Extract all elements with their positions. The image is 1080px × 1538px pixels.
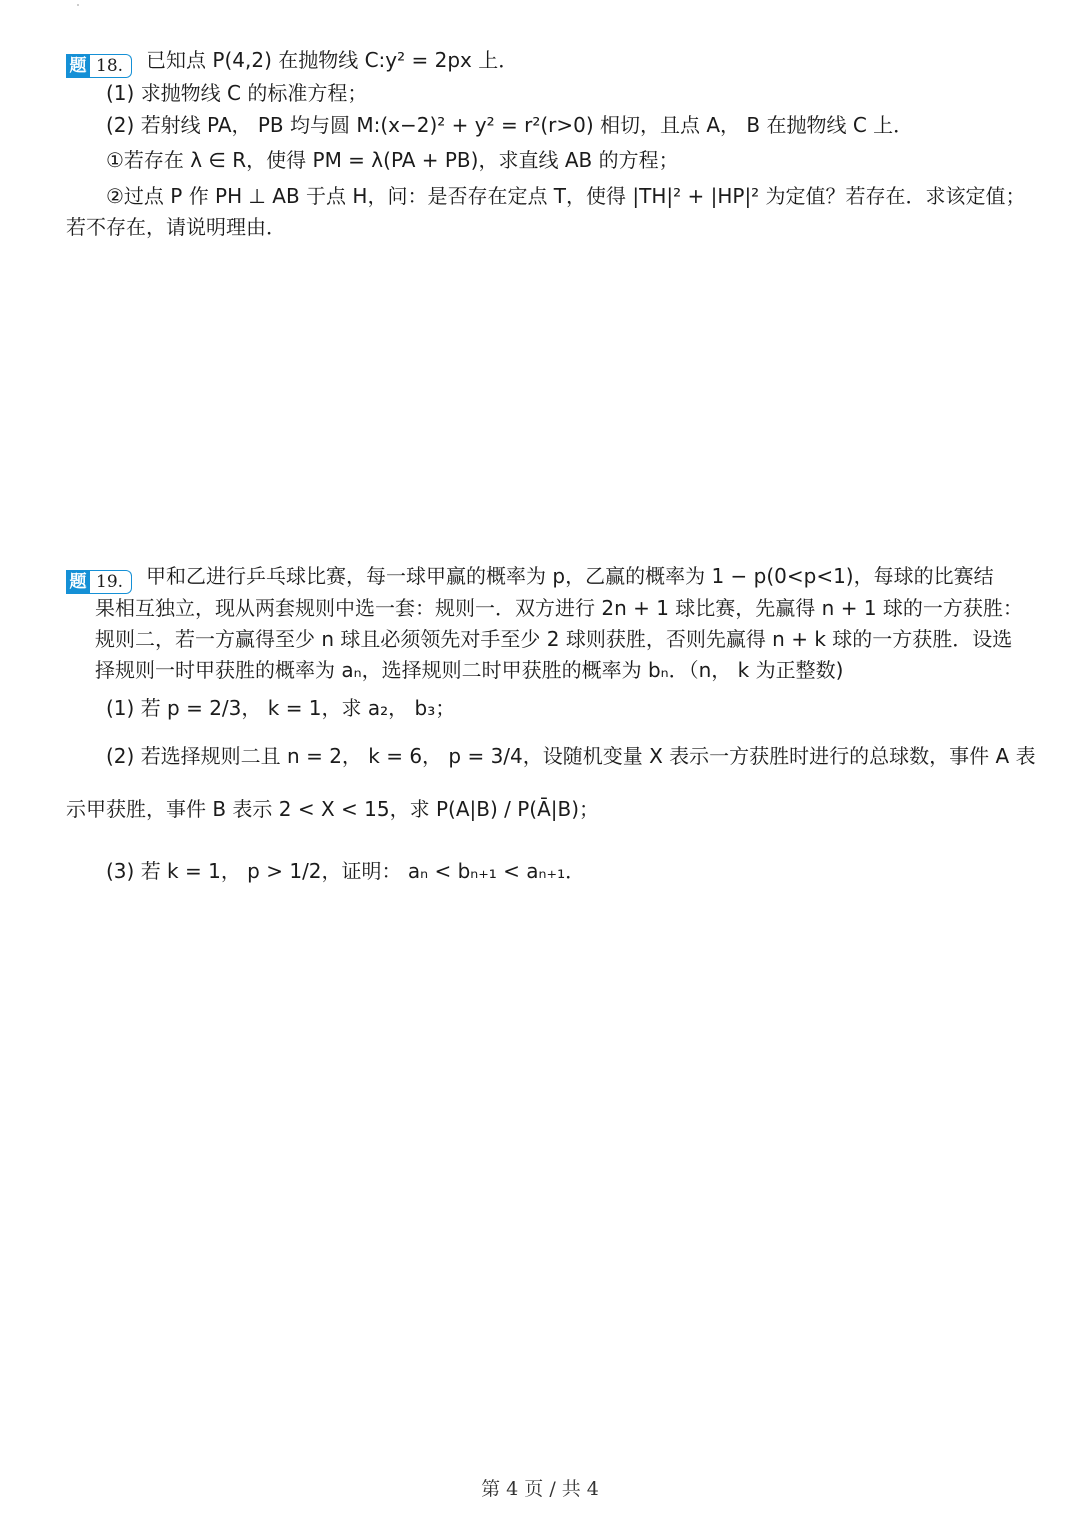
q18-part2-i: ①若存在 λ ∈ R，使得 PM = λ(PA + PB)，求直线 AB 的方程； (106, 148, 679, 172)
q19-part1: (1) 若 p = 2/3， k = 1，求 a₂， b₃； (106, 696, 456, 720)
q19-tag: 题 (66, 570, 90, 594)
q19-part3: (3) 若 k = 1， p > 1/2，证明： aₙ < bₙ₊₁ < aₙ₊₁． (106, 859, 586, 883)
q18-tag: 题 (66, 54, 90, 78)
q19-label (66, 570, 132, 594)
q19-line2: 果相互独立，现从两套规则中选一套：规则一．双方进行 2n + 1 球比赛，先赢得 n + 1 球的一方获胜： (95, 596, 1023, 620)
q19-line3: 规则二，若一方赢得至少 n 球且必须领先对手至少 2 球则获胜，否则先赢得 n + k 球的一方获胜．设选 (95, 627, 1013, 651)
q18-number: 18. (90, 54, 132, 78)
q19-part2-cont: 示甲获胜，事件 B 表示 2 < X < 15，求 P(A|B) / P(Ā|B)； (66, 797, 600, 821)
q19-part2: (2) 若选择规则二且 n = 2， k = 6， p = 3/4，设随机变量 X 表示一方获胜时进行的总球数，事件 A 表 (106, 744, 1036, 768)
page-footer: 第 4 页 / 共 4 (481, 1478, 599, 1500)
q19-line4: 择规则一时甲获胜的概率为 aₙ，选择规则二时甲获胜的概率为 bₙ．（n， k 为正整数) (95, 658, 844, 682)
q19-number: 19. (90, 570, 132, 594)
q18-part2-ii-cont: 若不存在，请说明理由． (66, 215, 286, 239)
q18-part2-ii: ②过点 P 作 PH ⊥ AB 于点 H，问：是否存在定点 T，使得 |TH|² + |HP|² 为定值？若存在．求该定值； (106, 184, 1026, 208)
q19-line1 (66, 562, 994, 594)
q18-stem (66, 46, 518, 78)
q18-part2: (2) 若射线 PA， PB 均与圆 M:(x−2)² + y² = r²(r>0) 相切，且点 A， B 在抛物线 C 上． (106, 113, 914, 137)
q18-part1: (1) 求抛物线 C 的标准方程； (106, 81, 368, 105)
scan-dot (77, 4, 79, 6)
q18-label (66, 54, 132, 78)
q18-stem-text: 已知点 P(4,2) 在抛物线 C:y² = 2px 上． (146, 48, 519, 72)
q19-line1-text: 甲和乙进行乒乓球比赛，每一球甲赢的概率为 p，乙赢的概率为 1 − p(0<p<1)，每球的比赛结 (146, 564, 994, 588)
